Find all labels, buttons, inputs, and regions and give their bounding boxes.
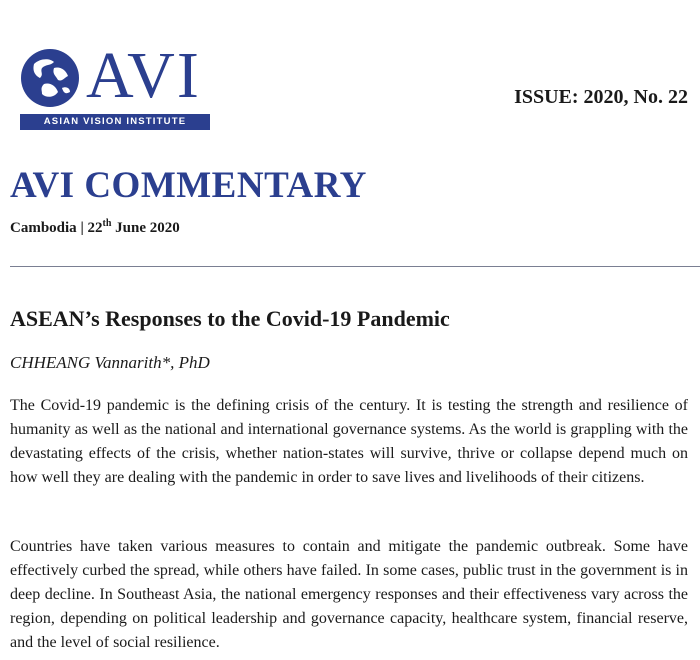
- dateline-place: Cambodia: [10, 220, 77, 236]
- dateline-separator: |: [76, 220, 88, 236]
- series-title: AVI COMMENTARY: [10, 165, 367, 206]
- dateline-day: 22: [87, 220, 103, 236]
- article-title: ASEAN’s Responses to the Covid-19 Pandemic: [10, 306, 450, 331]
- globe-icon: [20, 48, 80, 108]
- logo-tagline: ASIAN VISION INSTITUTE: [20, 114, 210, 130]
- article-author: CHHEANG Vannarith*, PhD: [10, 353, 210, 372]
- issue-number: ISSUE: 2020, No. 22: [514, 86, 688, 108]
- logo-wordmark: AVI: [86, 39, 201, 112]
- dateline-ordinal: th: [102, 218, 112, 229]
- dateline-month-year: June 2020: [111, 220, 180, 236]
- dateline: [10, 218, 180, 237]
- article-paragraph-2: Countries have taken various measures to contain and mitigate the pandemic outbreak. Some have effectively curbed the spread, while others have failed. In some cases, public trust in the government is in deep decline. In Southeast Asia, the national emergency responses and their effectiveness vary across the region, depending on political leadership and governance capacity, healthcare system, financial reserve, and the level of social resilience.: [10, 538, 688, 651]
- avi-logo: [16, 39, 212, 134]
- article-paragraph-1: The Covid-19 pandemic is the defining crisis of the century. It is testing the strength and resilience of humanity as well as the national and international governance systems. As the world is grappling with the devastating effects of the crisis, whether nation-states will survive, thrive or collapse depend much on how well they are dealing with the pandemic in order to save lives and livelihoods of their citizens.: [10, 397, 688, 486]
- header-divider: [10, 266, 700, 267]
